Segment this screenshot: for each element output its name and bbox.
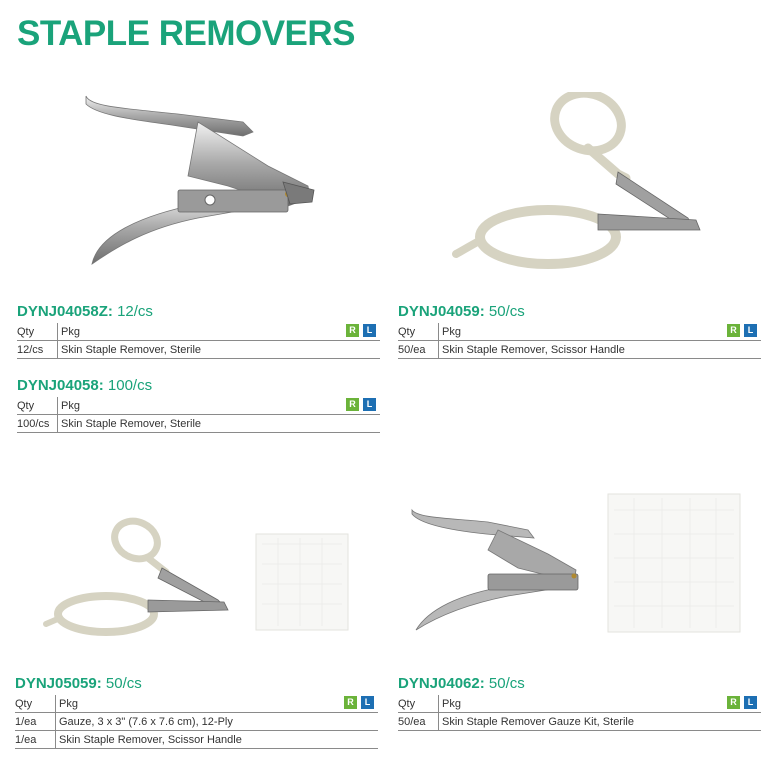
row-pkg: Skin Staple Remover, Scissor Handle <box>442 344 625 356</box>
product-block-dynj04059 <box>398 303 761 359</box>
product-pack: 50/cs <box>105 675 142 692</box>
row-qty: 1/ea <box>15 716 37 728</box>
l-badge: L <box>744 696 757 709</box>
row-pkg: Gauze, 3 x 3" (7.6 x 7.6 cm), 12-Ply <box>59 716 233 728</box>
product-block-dynj04058 <box>17 377 380 433</box>
l-badge: L <box>363 324 376 337</box>
product-heading <box>398 675 761 695</box>
product-pack: 50/cs <box>488 675 525 692</box>
pkg-header: Pkg <box>61 400 80 412</box>
scissor-handle-staple-remover-image <box>448 92 708 272</box>
qty-header: Qty <box>17 326 35 338</box>
product-code: DYNJ04062: <box>398 675 485 692</box>
scissor-handle-remover-with-gauze-image <box>38 514 358 654</box>
row-qty: 1/ea <box>15 734 37 746</box>
product-heading <box>17 303 380 323</box>
table-row <box>15 713 378 731</box>
table-header <box>398 695 761 713</box>
qty-header: Qty <box>17 400 35 412</box>
metal-remover-with-gauze-image <box>408 490 748 638</box>
product-code: DYNJ04059: <box>398 303 485 320</box>
table-row <box>17 415 380 433</box>
table-header <box>17 323 380 341</box>
row-qty: 12/cs <box>17 344 44 356</box>
product-heading <box>398 303 761 323</box>
l-badge: L <box>361 696 374 709</box>
qty-header: Qty <box>398 326 416 338</box>
row-qty: 50/ea <box>398 344 426 356</box>
table-header <box>17 397 380 415</box>
product-block-dynj04062 <box>398 675 761 731</box>
product-heading <box>15 675 378 695</box>
qty-header: Qty <box>15 698 33 710</box>
table-header <box>398 323 761 341</box>
table-row <box>398 713 761 731</box>
pkg-header: Pkg <box>442 326 461 338</box>
product-code: DYNJ04058Z: <box>17 303 113 320</box>
r-badge: R <box>727 324 740 337</box>
row-pkg: Skin Staple Remover, Sterile <box>61 418 202 430</box>
qty-header: Qty <box>398 698 416 710</box>
product-heading <box>17 377 380 397</box>
product-code: DYNJ05059: <box>15 675 102 692</box>
row-pkg: Skin Staple Remover Gauze Kit, Sterile <box>442 716 634 728</box>
r-badge: R <box>346 398 359 411</box>
pkg-header: Pkg <box>59 698 78 710</box>
pkg-header: Pkg <box>61 326 80 338</box>
r-badge: R <box>344 696 357 709</box>
product-block-dynj05059 <box>15 675 378 749</box>
product-pack: 100/cs <box>107 377 153 394</box>
product-block-dynj04058z <box>17 303 380 359</box>
pkg-header: Pkg <box>442 698 461 710</box>
product-pack: 50/cs <box>488 303 525 320</box>
row-qty: 50/ea <box>398 716 426 728</box>
r-badge: R <box>727 696 740 709</box>
row-qty: 100/cs <box>17 418 50 430</box>
table-row <box>17 341 380 359</box>
table-row <box>398 341 761 359</box>
row-pkg: Skin Staple Remover, Scissor Handle <box>59 734 242 746</box>
l-badge: L <box>363 398 376 411</box>
metal-staple-remover-image <box>78 86 328 276</box>
product-pack: 12/cs <box>117 303 153 320</box>
product-code: DYNJ04058: <box>17 377 104 394</box>
page-title: STAPLE REMOVERS <box>17 14 356 53</box>
l-badge: L <box>744 324 757 337</box>
r-badge: R <box>346 324 359 337</box>
row-pkg: Skin Staple Remover, Sterile <box>61 344 202 356</box>
table-header <box>15 695 378 713</box>
table-row <box>15 731 378 749</box>
